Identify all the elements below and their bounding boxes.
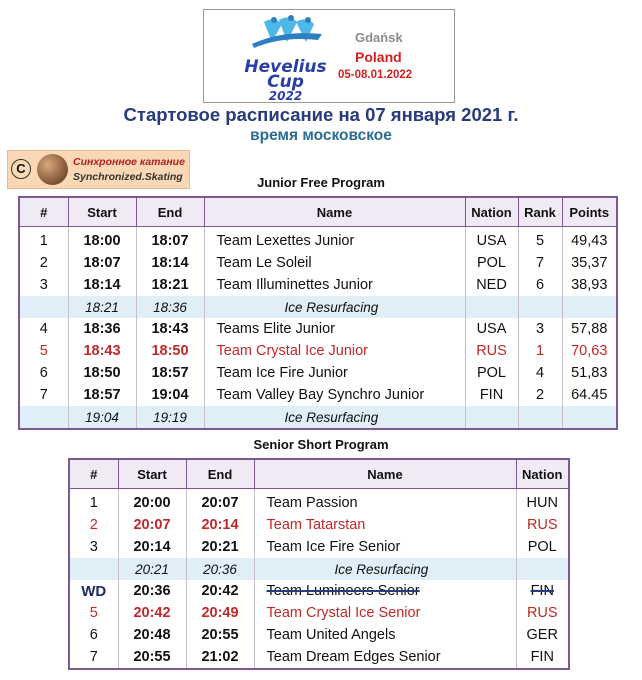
cell-end: 18:21	[136, 274, 204, 296]
cell-end: 20:49	[186, 602, 254, 624]
cell-name: Team Crystal Ice Junior	[204, 340, 465, 362]
withdrawn-row	[69, 580, 569, 602]
cell-end: 18:14	[136, 252, 204, 274]
cell-num: 7	[69, 646, 118, 669]
table-row	[19, 384, 617, 406]
cell-nation: USA	[465, 227, 518, 253]
table-row	[69, 489, 569, 515]
cell-num: 4	[19, 318, 68, 340]
cell-nation: RUS	[516, 514, 569, 536]
highlighted-row	[69, 602, 569, 624]
cell-name: Team United Angels	[254, 624, 516, 646]
page-subtitle: время московское	[250, 127, 392, 144]
event-logo	[203, 9, 455, 103]
cell-name: Team Lexettes Junior	[204, 227, 465, 253]
cell-end: 20:36	[186, 558, 254, 580]
column-header-num: #	[19, 197, 68, 227]
cell-name: Team Illuminettes Junior	[204, 274, 465, 296]
logo-wordmark: Hevelius Cup 2022	[244, 57, 327, 103]
column-header-num: #	[69, 459, 118, 489]
table-row	[69, 646, 569, 669]
column-header-start: Start	[68, 197, 136, 227]
cell-points: 35,37	[562, 252, 617, 274]
cell-nation: NED	[465, 274, 518, 296]
cell-start: 18:36	[68, 318, 136, 340]
junior-schedule-table	[18, 196, 618, 430]
cell-rank: 4	[518, 362, 562, 384]
cell-name: Team Passion	[254, 489, 516, 515]
cell-num: 6	[19, 362, 68, 384]
cell-start: 18:00	[68, 227, 136, 253]
cell-num	[19, 406, 68, 429]
copyright-icon: C	[11, 159, 31, 179]
cell-start: 20:14	[118, 536, 186, 558]
column-header-start: Start	[118, 459, 186, 489]
cell-nation: FIN	[516, 646, 569, 669]
cell-num: 3	[69, 536, 118, 558]
cell-nation: GER	[516, 624, 569, 646]
withdrawn-team-name: Team Lumineers Senior	[266, 583, 420, 599]
cell-start: 18:14	[68, 274, 136, 296]
brand-line-ru: Синхронное катание	[73, 156, 185, 168]
table-row	[19, 227, 617, 253]
cell-name: Team Le Soleil	[204, 252, 465, 274]
cell-num: 2	[69, 514, 118, 536]
cell-end: 18:57	[136, 362, 204, 384]
cell-rank: 2	[518, 384, 562, 406]
column-header-points: Points	[562, 197, 617, 227]
cell-end: 18:50	[136, 340, 204, 362]
cell-start: 20:55	[118, 646, 186, 669]
logo-city: Gdańsk	[355, 30, 403, 45]
table-header-row	[19, 197, 617, 227]
cell-num: 5	[19, 340, 68, 362]
cell-end: 19:19	[136, 406, 204, 429]
cell-num: 6	[69, 624, 118, 646]
cell-nation: USA	[465, 318, 518, 340]
cell-start: 20:00	[118, 489, 186, 515]
cell-num: 1	[69, 489, 118, 515]
cell-start: 19:04	[68, 406, 136, 429]
cell-name: Team Ice Fire Junior	[204, 362, 465, 384]
table-header-row	[69, 459, 569, 489]
cell-nation	[516, 558, 569, 580]
column-header-end: End	[136, 197, 204, 227]
cell-end: 18:07	[136, 227, 204, 253]
brand-line-en: Synchronized.Skating	[73, 171, 183, 183]
cell-rank: 7	[518, 252, 562, 274]
column-header-end: End	[186, 459, 254, 489]
withdrawn-team-nation: FIN	[530, 583, 554, 599]
resurfacing-row	[19, 296, 617, 318]
column-header-rank: Rank	[518, 197, 562, 227]
column-header-name: Name	[254, 459, 516, 489]
cell-num: 5	[69, 602, 118, 624]
cell-nation: FIN	[465, 384, 518, 406]
cell-end: 20:42	[186, 580, 254, 602]
cell-nation	[516, 580, 569, 602]
cell-num	[19, 296, 68, 318]
cell-points: 38,93	[562, 274, 617, 296]
cell-start: 20:36	[118, 580, 186, 602]
table-row	[19, 274, 617, 296]
cell-nation	[465, 296, 518, 318]
cell-rank	[518, 296, 562, 318]
cell-name: Teams Elite Junior	[204, 318, 465, 340]
column-header-nation: Nation	[516, 459, 569, 489]
cell-points	[562, 406, 617, 429]
cell-start: 18:07	[68, 252, 136, 274]
logo-dates: 05-08.01.2022	[338, 69, 413, 81]
cell-end: 19:04	[136, 384, 204, 406]
cell-nation	[465, 406, 518, 429]
cell-name: Team Dream Edges Senior	[254, 646, 516, 669]
column-header-nation: Nation	[465, 197, 518, 227]
cell-points: 49,43	[562, 227, 617, 253]
cell-start: 20:42	[118, 602, 186, 624]
resurfacing-row	[69, 558, 569, 580]
cell-name	[254, 580, 516, 602]
cell-name: Ice Resurfacing	[204, 296, 465, 318]
senior-section-title: Senior Short Program	[253, 437, 389, 452]
table-row	[19, 362, 617, 384]
senior-schedule-table	[68, 458, 570, 670]
cell-points: 64.45	[562, 384, 617, 406]
cell-nation: HUN	[516, 489, 569, 515]
cell-name: Team Tatarstan	[254, 514, 516, 536]
cell-name: Team Valley Bay Synchro Junior	[204, 384, 465, 406]
table-row	[69, 624, 569, 646]
cell-nation: POL	[465, 252, 518, 274]
table-row	[19, 318, 617, 340]
cell-start: 20:07	[118, 514, 186, 536]
cell-start: 18:43	[68, 340, 136, 362]
cell-start: 18:21	[68, 296, 136, 318]
cell-end: 18:43	[136, 318, 204, 340]
cell-rank: 5	[518, 227, 562, 253]
cell-start: 18:50	[68, 362, 136, 384]
cell-nation: POL	[465, 362, 518, 384]
cell-rank	[518, 406, 562, 429]
resurfacing-row	[19, 406, 617, 429]
cell-end: 20:55	[186, 624, 254, 646]
junior-section-title: Junior Free Program	[257, 175, 385, 190]
cell-num: 7	[19, 384, 68, 406]
highlighted-row	[69, 514, 569, 536]
cell-start: 20:21	[118, 558, 186, 580]
cell-end: 20:07	[186, 489, 254, 515]
cell-rank: 6	[518, 274, 562, 296]
cell-rank: 3	[518, 318, 562, 340]
cell-points: 51,83	[562, 362, 617, 384]
cell-points: 70,63	[562, 340, 617, 362]
cell-name: Ice Resurfacing	[254, 558, 516, 580]
cell-num	[69, 558, 118, 580]
cell-rank: 1	[518, 340, 562, 362]
cell-start: 18:57	[68, 384, 136, 406]
cell-name: Ice Resurfacing	[204, 406, 465, 429]
cell-nation: RUS	[465, 340, 518, 362]
cell-points: 57,88	[562, 318, 617, 340]
cell-start: 20:48	[118, 624, 186, 646]
cell-points	[562, 296, 617, 318]
cell-end: 20:21	[186, 536, 254, 558]
logo-country: Poland	[355, 49, 402, 65]
table-row	[19, 252, 617, 274]
cell-num: 2	[19, 252, 68, 274]
column-header-name: Name	[204, 197, 465, 227]
cell-num: WD	[69, 580, 118, 602]
cell-end: 21:02	[186, 646, 254, 669]
cell-nation: RUS	[516, 602, 569, 624]
cell-name: Team Crystal Ice Senior	[254, 602, 516, 624]
cell-num: 1	[19, 227, 68, 253]
table-row	[69, 536, 569, 558]
cell-nation: POL	[516, 536, 569, 558]
highlighted-row	[19, 340, 617, 362]
page-title: Стартовое расписание на 07 января 2021 г.	[123, 104, 519, 125]
cell-end: 18:36	[136, 296, 204, 318]
cell-num: 3	[19, 274, 68, 296]
cell-end: 20:14	[186, 514, 254, 536]
cell-name: Team Ice Fire Senior	[254, 536, 516, 558]
